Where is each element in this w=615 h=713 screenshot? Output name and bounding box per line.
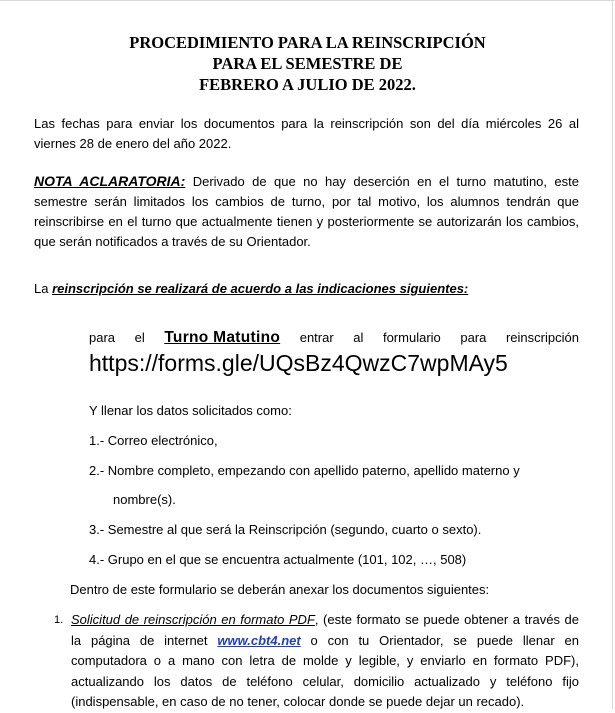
turno-matutino: Turno Matutino: [164, 329, 281, 346]
word-para-2: para: [460, 330, 487, 345]
intro-paragraph: Las fechas para enviar los documentos para la reinscripción son del día miércoles 26 al viernes 28 de enero del año 2022.: [34, 116, 579, 151]
datos-item-3: 3.- Semestre al que será la Reinscripción (segundo, cuarto o sexto).: [89, 522, 482, 537]
title-line-1: PROCEDIMIENTO PARA LA REINSCRIPCIÓN: [129, 33, 486, 52]
turno-instruction: [89, 329, 579, 347]
datos-item-2: 2.- Nombre completo, empezando con apellido paterno, apellido materno y: [89, 463, 520, 478]
solicitud-title: Solicitud de reinscripción en formato PDF: [71, 612, 315, 627]
document-title: [0, 32, 615, 95]
datos-item-4: 4.- Grupo en el que se encuentra actualmente (101, 102, …, 508): [89, 552, 467, 567]
cbt4-link[interactable]: www.cbt4.net: [217, 632, 301, 648]
reinscripcion-heading: [34, 279, 579, 299]
datos-item-1: 1.- Correo electrónico,: [89, 433, 218, 448]
word-reinscripcion: reinscripción: [505, 330, 579, 345]
word-entrar: entrar: [299, 330, 334, 345]
title-line-2: PARA EL SEMESTRE DE: [212, 54, 403, 73]
nota-label: NOTA ACLARATORIA:: [34, 173, 186, 189]
word-el: el: [134, 330, 145, 345]
page-right-border: [612, 0, 613, 709]
reinscripcion-prefix: La: [34, 281, 53, 296]
form-url-link[interactable]: https://forms.gle/UQsBz4QwzC7wpMAy5: [89, 350, 508, 376]
documentos-intro: Dentro de este formulario se deberán anexar los documentos siguientes:: [70, 582, 490, 597]
page-top-border: [0, 0, 615, 1]
datos-item-2-continued: nombre(s).: [113, 492, 176, 507]
datos-intro: Y llenar los datos solicitados como:: [89, 403, 292, 418]
word-para: para: [89, 330, 116, 345]
solicitud-rest: o con tu Orientador, se puede llenar en computadora o a mano con letra de molde y legible, y enviarlo en formato PDF), actualizando los datos de teléfono celular, domicilio actualizado y teléfono fijo (indispensable, en caso de no tener, colocar donde se puede dejar un recado).: [71, 632, 579, 709]
solicitud-after-title: , (este formato se puede obtener a través de la página de internet: [71, 612, 579, 648]
documento-item-text: [71, 610, 579, 713]
word-formulario: formulario: [382, 330, 441, 345]
reinscripcion-underlined: reinscripción se realizará de acuerdo a las indicaciones siguientes:: [52, 281, 469, 296]
nota-paragraph: [34, 171, 579, 252]
documento-item-1: [54, 610, 579, 713]
documento-item-number: 1.: [54, 614, 64, 626]
word-al: al: [353, 330, 364, 345]
nota-text: Derivado de que no hay deserción en el turno matutino, este semestre serán limitados los cambios de turno, por tal motivo, los alumnos tendrán que reinscribirse en el turno que actualmente tienen y posteriormente se autorizarán los cambios, que serán notificados a través de su Orientador.: [34, 174, 579, 249]
title-line-3: FEBRERO A JULIO DE 2022.: [199, 75, 416, 94]
